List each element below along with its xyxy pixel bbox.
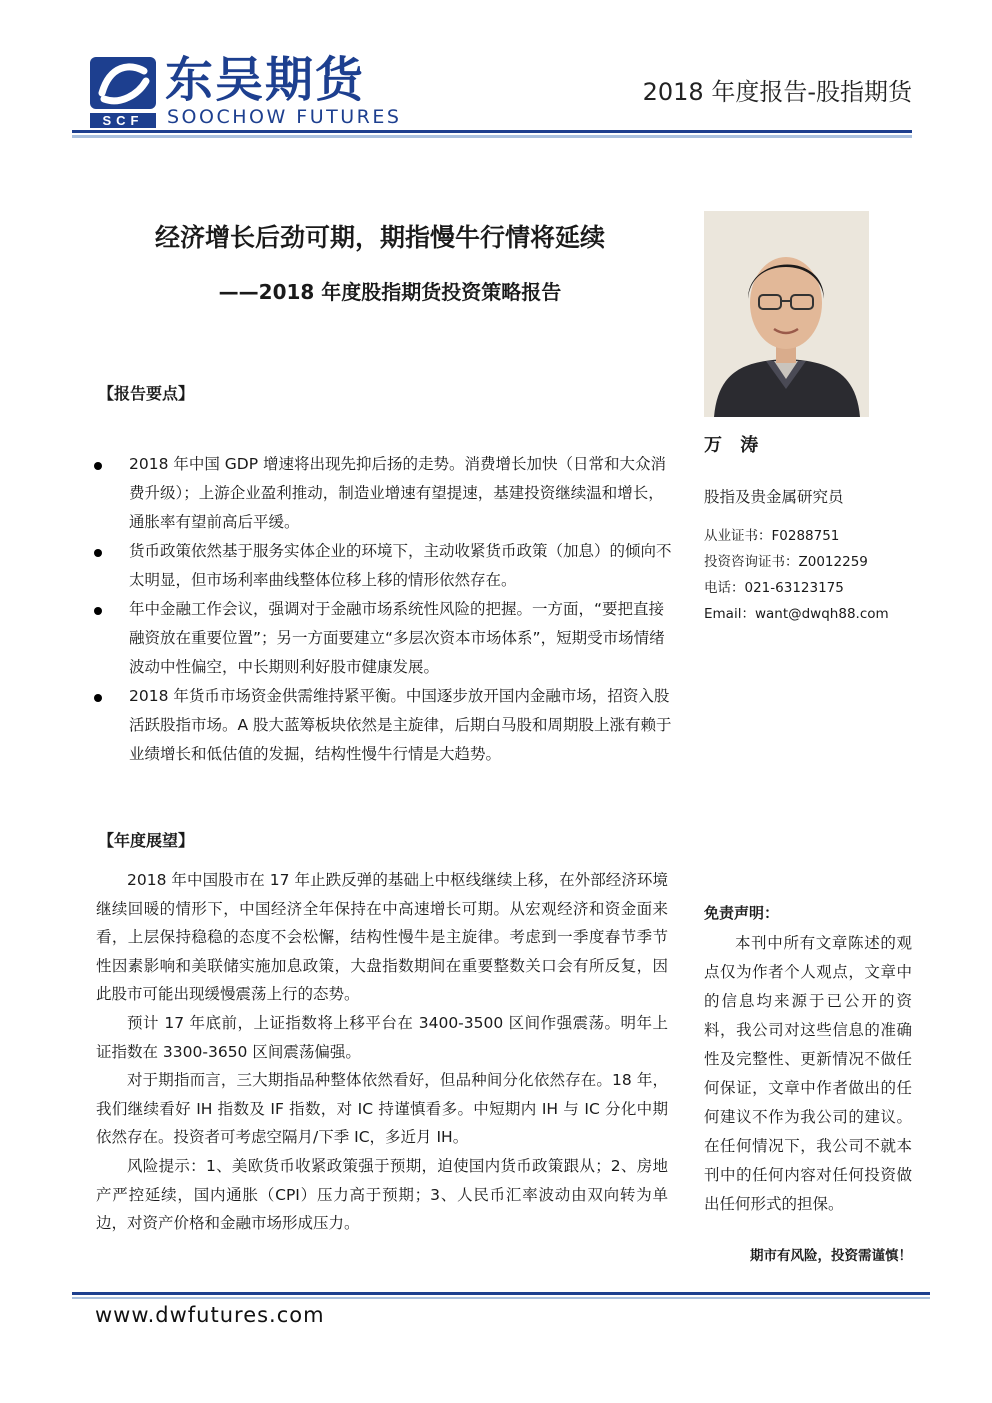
footer-divider-light — [72, 1297, 930, 1299]
outlook-paragraph: 预计 17 年底前，上证指数将上移平台在 3400-3500 区间作强震荡。明年上证指数在 3300-3650 区间震荡偏强。 — [96, 1013, 668, 1061]
report-subtitle: ——2018 年度股指期货投资策略报告 — [218, 280, 562, 304]
analyst-license: 从业证书：F0288751 — [704, 528, 840, 544]
analyst-phone: 电话：021-63123175 — [704, 580, 844, 596]
outlook-paragraph: 对于期指而言，三大期指品种整体依然看好，但品种间分化依然存在。18 年，我们继续看好 IH 指数及 IF 指数，对 IC 持谨慎看多。中短期内 IH 与 IC 分化中期依然存在。投资者可考虑空隔月/下季 IC，多近月 IH。 — [96, 1071, 668, 1147]
outlook-paragraph: 风险提示：1、美欧货币收紧政策强于预期，迫使国内货币政策跟从；2、房地产严控延续，国内通胀（CPI）压力高于预期；3、人民币汇率波动由双向转为单边，对资产价格和金融市场形成压力。 — [96, 1156, 668, 1233]
bullet-icon — [94, 694, 102, 702]
analyst-email: Email：want@dwqh88.com — [704, 606, 889, 622]
disclaimer-body: 本刊中所有文章陈述的观点仅为作者个人观点，文章中的信息均来源于已公开的资料，我公司对这些信息的准确性及完整性、更新情况不做任何保证，文章中作者做出的任何建议不作为我公司的建议。在任何情况下，我公司不就本刊中的任何内容对任何投资做出任何形式的担保。 — [704, 934, 912, 1213]
header-divider — [72, 130, 912, 133]
analyst-name: 万 涛 — [704, 435, 765, 456]
analyst-role: 股指及贵金属研究员 — [704, 488, 844, 506]
outlook-body — [96, 866, 668, 1238]
footer-website: www.dwfutures.com — [95, 1303, 325, 1327]
risk-warning: 期市有风险，投资需谨慎！ — [750, 1248, 912, 1264]
list-item: 2018 年中国 GDP 增速将出现先抑后扬的走势。消费增长加快（日常和大众消费升级）；上游企业盈利推动，制造业增速有望提速，基建投资继续温和增长，通胀率有望前高后平缓。 — [92, 450, 672, 537]
list-item: 年中金融工作会议，强调对于金融市场系统性风险的把握。一方面，“要把直接融资放在重要位置”；另一方面要建立“多层次资本市场体系”，短期受市场情绪波动中性偏空，中长期则利好股市健康发展。 — [92, 595, 672, 682]
list-item: 货币政策依然基于服务实体企业的环境下，主动收紧货币政策（加息）的倾向不太明显，但市场利率曲线整体位移上移的情形依然存在。 — [92, 537, 672, 595]
bullet-icon — [94, 549, 102, 557]
report-title: 经济增长后劲可期，期指慢牛行情将延续 — [154, 223, 605, 252]
bullet-icon — [94, 462, 102, 470]
disclaimer-heading: 免责声明： — [704, 904, 780, 922]
analyst-photo — [704, 211, 869, 417]
company-name-cn: 东吴期货 — [165, 52, 366, 108]
bullet-icon — [94, 607, 102, 615]
key-points-heading: 【报告要点】 — [98, 384, 195, 403]
analyst-consult-license: 投资咨询证书：Z0012259 — [704, 554, 868, 570]
person-portrait-icon — [704, 211, 869, 417]
footer-divider — [72, 1292, 930, 1295]
logo-mark-text: SCF — [102, 113, 144, 128]
outlook-paragraph: 2018 年中国股市在 17 年止跌反弹的基础上中枢线继续上移，在外部经济环境继续回暖的情形下，中国经济全年保持在中高速增长可期。从宏观经济和资金面来看，上层保持稳稳的态度不会松懈，结构性慢牛是主旋律。考虑到一季度春节季节性因素影响和美联储实施加息政策，大盘指数期间在重要整数关口会有所反复，因此股市可能出现缓慢震荡上行的态势。 — [96, 871, 668, 1004]
company-name-en: SOOCHOW FUTURES — [167, 106, 402, 128]
outlook-heading: 【年度展望】 — [98, 831, 195, 850]
header-divider-light — [72, 135, 912, 138]
key-points-list — [92, 450, 672, 769]
report-label: 2018 年度报告-股指期货 — [642, 78, 912, 106]
list-item: 2018 年货币市场资金供需维持紧平衡。中国逐步放开国内金融市场，招资入股活跃股指市场。A 股大蓝筹板块依然是主旋律，后期白马股和周期股上涨有赖于业绩增长和低估值的发掘，结构性慢牛行情是大趋势。 — [92, 682, 672, 769]
